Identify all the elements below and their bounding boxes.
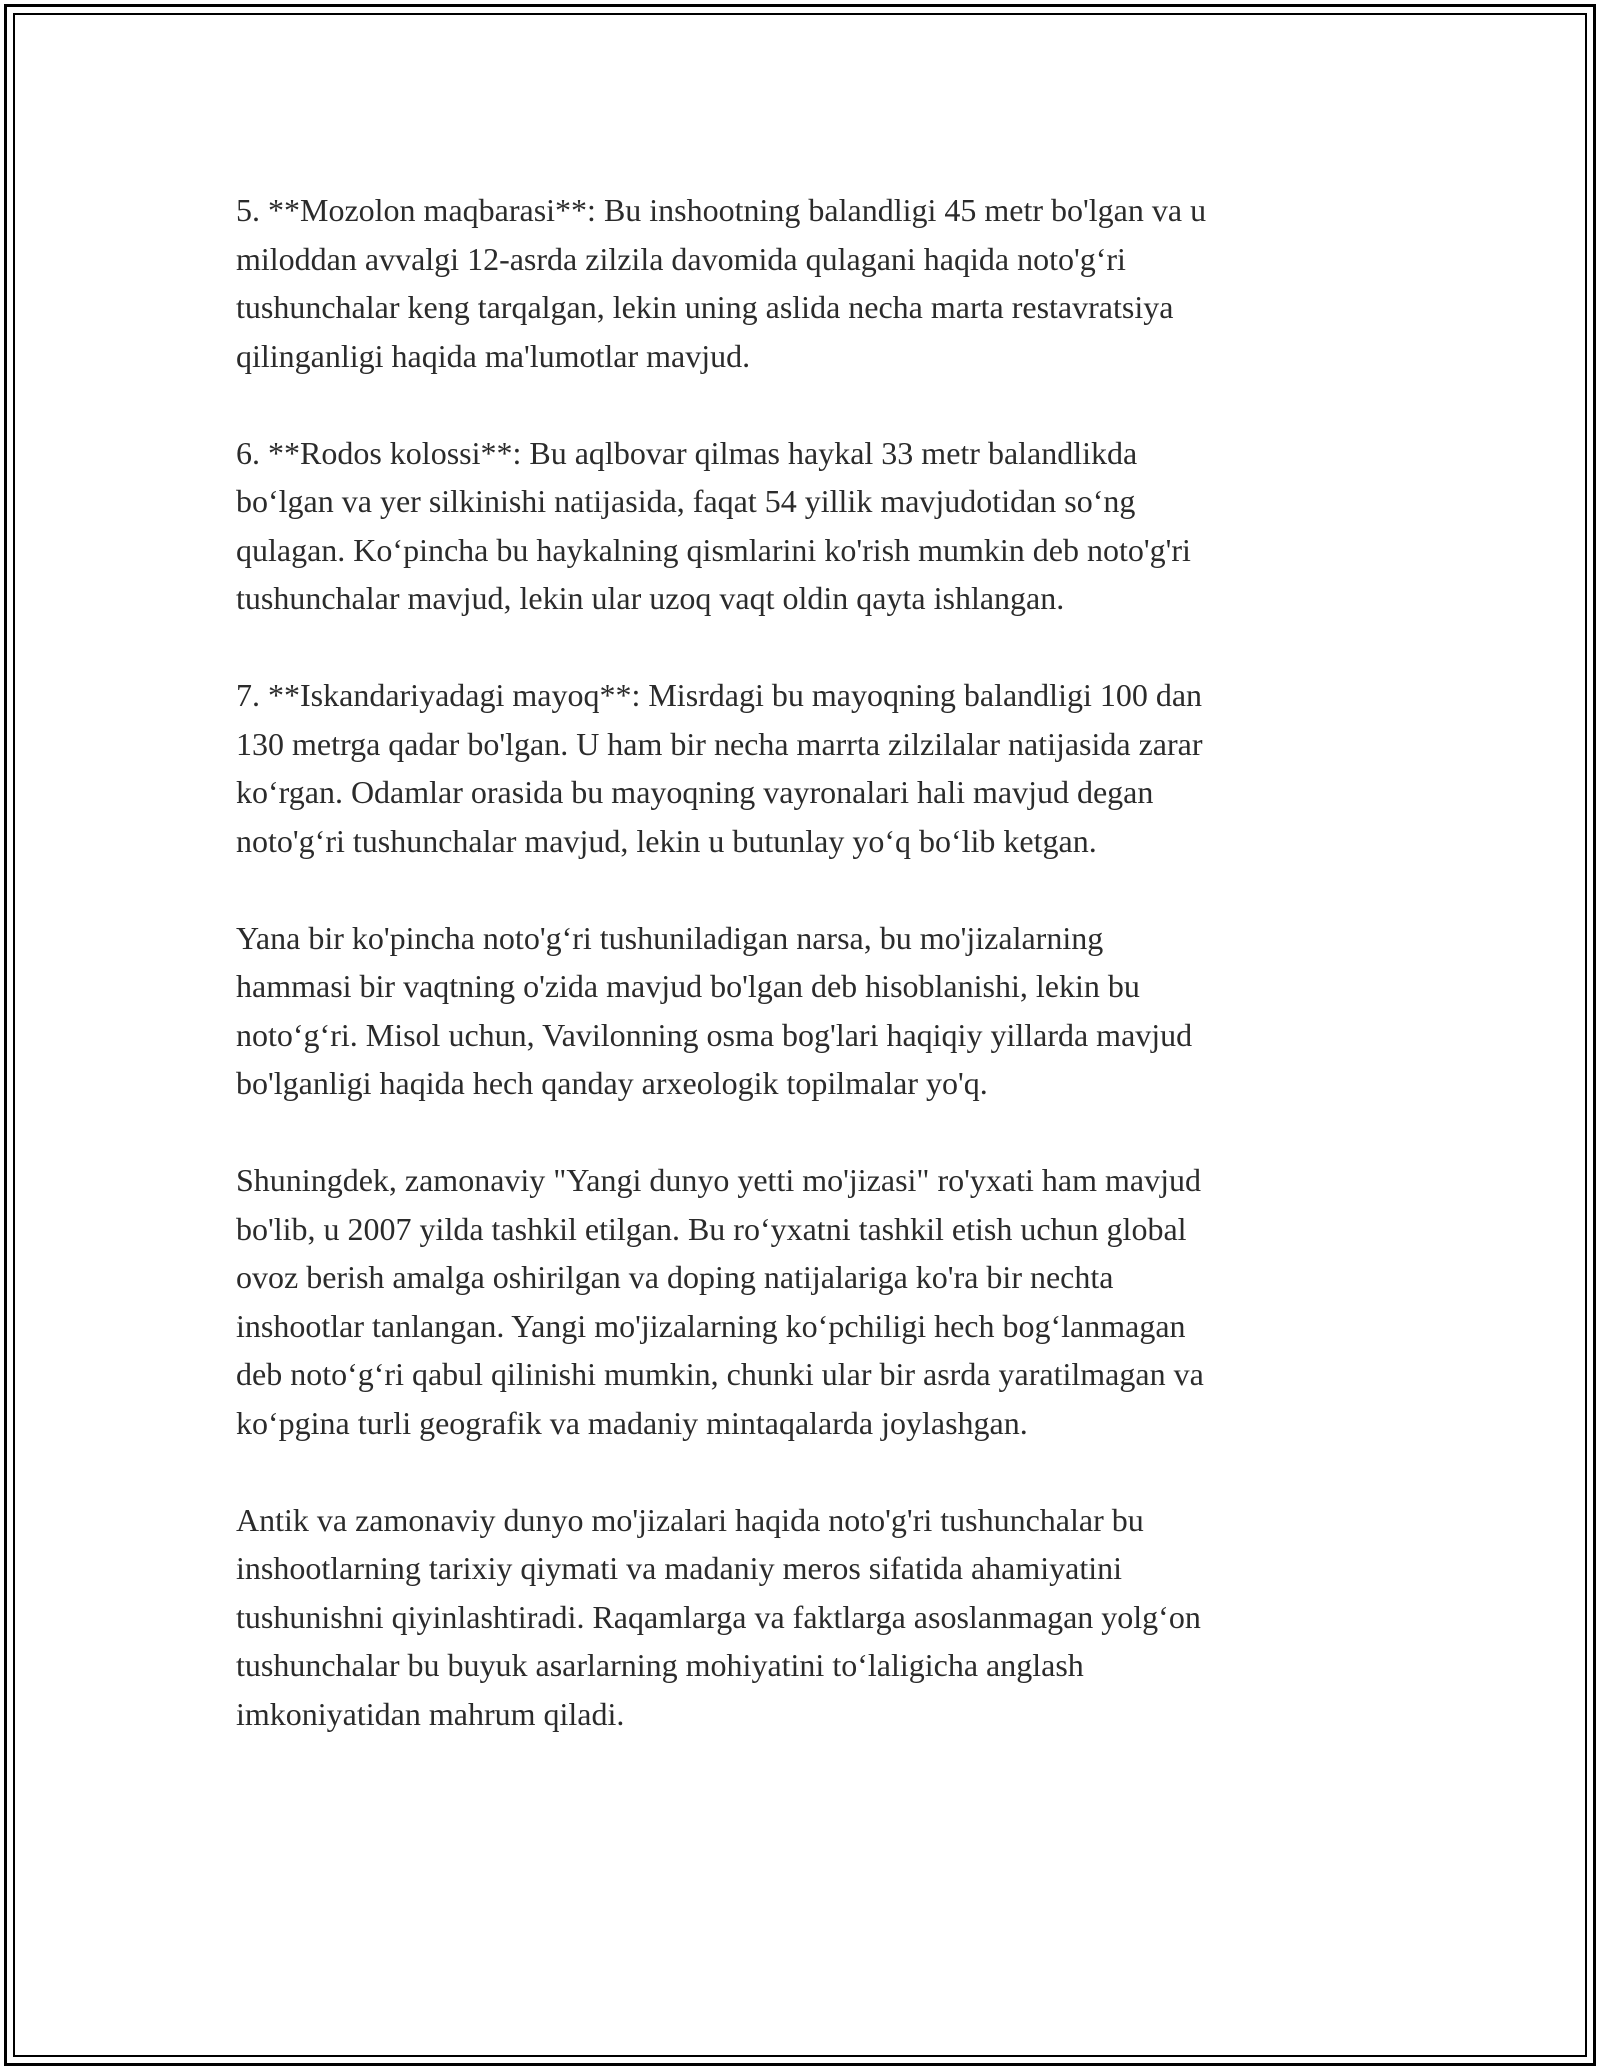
paragraph-new-wonders: Shuningdek, zamonaviy "Yangi dunyo yetti mo'jizasi" ro'yxati ham mavjud bo'lib, u 2007 yilda tashkil etilgan. Bu ro‘yxatni tashkil etish uchun global ovoz berish amalga oshirilgan va doping natijalariga ko'ra bir nechta inshootlar tanlangan. Yangi mo'jizalarning ko‘pchiligi hech bog‘lanmagan deb noto‘g‘ri qabul qilinishi mumkin, chunki ular bir asrda yaratilmagan va ko‘pgina turli geografik va madaniy mintaqalarda joylashgan. (236, 1162, 1204, 1441)
paragraph-coexistence: Yana bir ko'pincha noto'g‘ri tushuniladigan narsa, bu mo'jizalarning hammasi bir vaqtning o'zida mavjud bo'lgan deb hisoblanishi, lekin bu noto‘g‘ri. Misol uchun, Vavilonning osma bog'lari haqiqiy yillarda mavjud bo'lganligi haqida hech qanday arxeologik topilmalar yo'q. (236, 919, 1193, 1101)
paragraph-conclusion: Antik va zamonaviy dunyo mo'jizalari haqida noto'g'ri tushunchalar bu inshootlarning tarixiy qiymati va madaniy meros sifatida ahamiyatini tushunishni qiyinlashtiradi. Raqamlarga va faktlarga asoslanmagan yolg‘on tushunchalar bu buyuk asarlarning mohiyatini to‘laligicha anglash imkoniyatidan mahrum qiladi. (236, 1501, 1201, 1732)
paragraph-lighthouse: 7. **Iskandariyadagi mayoq**: Misrdagi bu mayoqning balandligi 100 dan 130 metrga qadar bo'lgan. U ham bir necha marrta zilzilalar natijasida zarar ko‘rgan. Odamlar orasida bu mayoqning vayronalari hali mavjud degan noto'g‘ri tushunchalar mavjud, lekin u butunlay yo‘q bo‘lib ketgan. (236, 677, 1203, 859)
paragraph-mausoleum: 5. **Mozolon maqbarasi**: Bu inshootning balandligi 45 metr bo'lgan va u miloddan avvalgi 12-asrda zilzila davomida qulagani haqida noto'g‘ri tushunchalar keng tarqalgan, lekin uning aslida necha marta restavratsiya qilinganligi haqida ma'lumotlar mavjud. (236, 192, 1207, 374)
paragraph-colossus: 6. **Rodos kolossi**: Bu aqlbovar qilmas haykal 33 metr balandlikda bo‘lgan va yer silkinishi natijasida, faqat 54 yillik mavjudotidan so‘ng qulagan. Ko‘pincha bu haykalning qismlarini ko'rish mumkin deb noto'g'ri tushunchalar mavjud, lekin ular uzoq vaqt oldin qayta ishlangan. (236, 434, 1191, 616)
document-body (236, 186, 1376, 1787)
